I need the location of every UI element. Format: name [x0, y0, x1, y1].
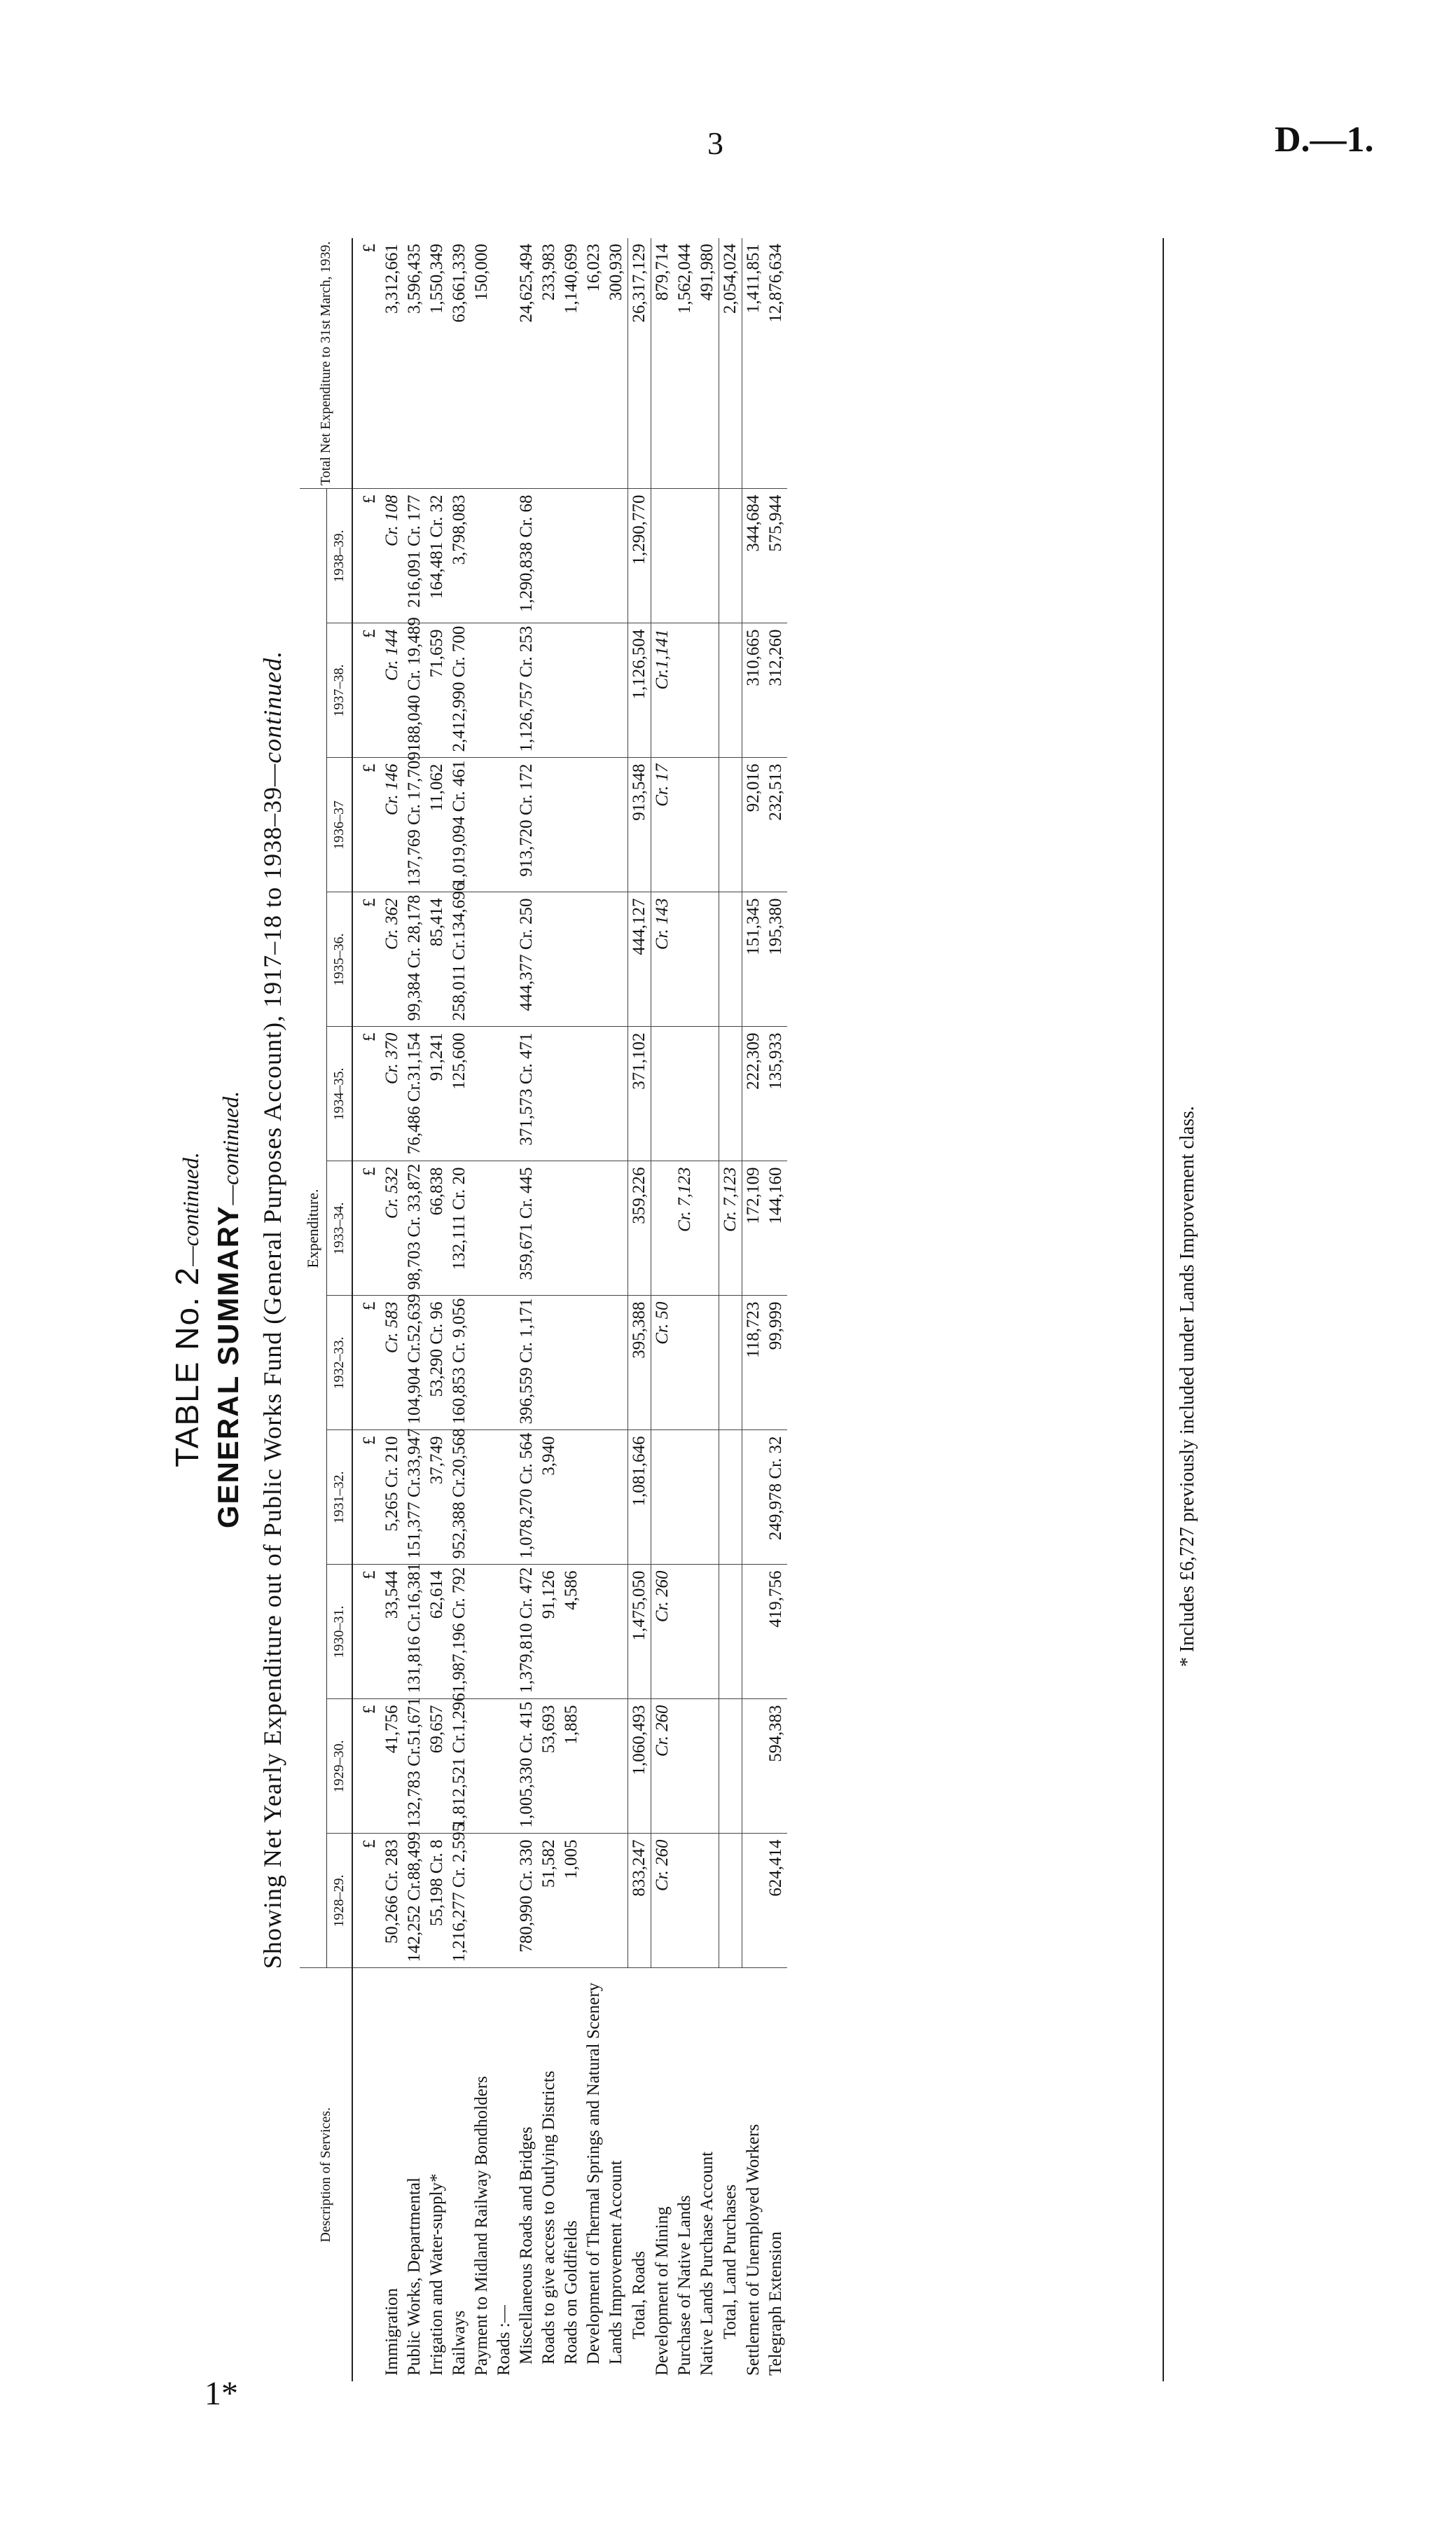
table-body: [352, 238, 787, 2381]
table-row: [381, 238, 403, 2381]
header-year: 1932–33.: [327, 1296, 353, 1430]
expenditure-cell: 1,060,493: [628, 1699, 651, 1834]
total-cell: 24,625,494: [515, 238, 538, 489]
expenditure-cell: [471, 1834, 493, 1968]
expenditure-cell: 913,548: [628, 758, 651, 892]
expenditure-cell: 1,987,196 Cr. 792: [448, 1565, 471, 1699]
table-row: [560, 238, 583, 2381]
expenditure-cell: 395,388: [628, 1296, 651, 1430]
expenditure-cell: [471, 623, 493, 758]
expenditure-cell: [742, 1834, 765, 1968]
expenditure-cell: 575,944: [765, 489, 787, 623]
expenditure-cell: 91,126: [538, 1565, 560, 1699]
expenditure-cell: Cr. 260: [651, 1565, 674, 1699]
expenditure-cell: 41,756: [381, 1699, 403, 1834]
expenditure-cell: [742, 1699, 765, 1834]
total-cell: 300,930: [605, 238, 628, 489]
expenditure-cell: [696, 623, 719, 758]
expenditure-table: [300, 238, 787, 2381]
expenditure-cell: [471, 892, 493, 1027]
expenditure-cell: 1,379,810 Cr. 472: [515, 1565, 538, 1699]
expenditure-cell: [538, 1296, 560, 1430]
table-row: [719, 238, 742, 2381]
table-row: [674, 238, 696, 2381]
header-year: 1929–30.: [327, 1699, 353, 1834]
expenditure-cell: 624,414: [765, 1834, 787, 1968]
expenditure-cell: [696, 1565, 719, 1699]
expenditure-cell: [742, 1430, 765, 1565]
expenditure-cell: [493, 1430, 515, 1565]
expenditure-cell: [583, 892, 605, 1027]
row-label: Settlement of Unemployed Workers: [743, 2124, 763, 2376]
expenditure-cell: Cr. 260: [651, 1699, 674, 1834]
total-cell: 2,054,024: [719, 238, 742, 489]
expenditure-cell: [719, 623, 742, 758]
unit-cell: £: [352, 489, 381, 623]
expenditure-cell: Cr. 532: [381, 1161, 403, 1296]
total-cell: 3,312,661: [381, 238, 403, 489]
unit-cell: £: [352, 1027, 381, 1161]
expenditure-cell: 132,111 Cr. 20: [448, 1161, 471, 1296]
table-row: [493, 238, 515, 2381]
expenditure-cell: 195,380: [765, 892, 787, 1027]
expenditure-cell: Cr. 144: [381, 623, 403, 758]
expenditure-cell: 51,582: [538, 1834, 560, 1968]
expenditure-cell: [651, 1430, 674, 1565]
table-caption-main: Showing Net Yearly Expenditure out of Public Works Fund (General Purposes Account), 1917–18 to 1938–39: [258, 786, 286, 1969]
expenditure-cell: 1,126,757 Cr. 253: [515, 623, 538, 758]
total-cell: 16,023: [583, 238, 605, 489]
expenditure-cell: [493, 623, 515, 758]
expenditure-cell: 344,684: [742, 489, 765, 623]
expenditure-cell: 188,040 Cr. 19,489: [403, 623, 426, 758]
expenditure-cell: 99,999: [765, 1296, 787, 1430]
expenditure-cell: [560, 1027, 583, 1161]
expenditure-cell: [719, 1699, 742, 1834]
expenditure-cell: 11,062: [426, 758, 448, 892]
expenditure-cell: 1,812,521 Cr.1,296: [448, 1699, 471, 1834]
expenditure-cell: 135,933: [765, 1027, 787, 1161]
expenditure-cell: [605, 892, 628, 1027]
expenditure-cell: 444,127: [628, 892, 651, 1027]
table-caption-suffix: —continued.: [258, 650, 286, 787]
table-row: [628, 238, 651, 2381]
table-row: [696, 238, 719, 2381]
expenditure-cell: [719, 1430, 742, 1565]
row-label: Irrigation and Water-supply*: [427, 2173, 446, 2376]
expenditure-cell: [696, 489, 719, 623]
units-row: [352, 238, 381, 2381]
header-year: 1938–39.: [327, 489, 353, 623]
expenditure-cell: 99,384 Cr. 28,178: [403, 892, 426, 1027]
expenditure-cell: 222,309: [742, 1027, 765, 1161]
total-cell: 150,000: [471, 238, 493, 489]
expenditure-cell: 142,252 Cr.88,499: [403, 1834, 426, 1968]
expenditure-cell: [696, 1027, 719, 1161]
row-label: Native Lands Purchase Account: [698, 2151, 716, 2376]
expenditure-cell: [538, 623, 560, 758]
expenditure-cell: [560, 892, 583, 1027]
unit-cell: £: [352, 1834, 381, 1968]
total-cell: 1,140,699: [560, 238, 583, 489]
expenditure-cell: [493, 758, 515, 892]
expenditure-cell: [583, 1699, 605, 1834]
header-year: 1937–38.: [327, 623, 353, 758]
expenditure-cell: 55,198 Cr. 8: [426, 1834, 448, 1968]
expenditure-cell: [674, 623, 696, 758]
expenditure-cell: [742, 1565, 765, 1699]
expenditure-cell: 1,005: [560, 1834, 583, 1968]
expenditure-cell: [538, 1027, 560, 1161]
expenditure-cell: 4,586: [560, 1565, 583, 1699]
expenditure-cell: [471, 1430, 493, 1565]
expenditure-cell: Cr. 362: [381, 892, 403, 1027]
expenditure-cell: 104,904 Cr.52,639: [403, 1296, 426, 1430]
expenditure-cell: [583, 758, 605, 892]
expenditure-cell: 151,377 Cr.33,947: [403, 1430, 426, 1565]
expenditure-cell: 1,081,646: [628, 1430, 651, 1565]
expenditure-cell: [719, 1027, 742, 1161]
expenditure-cell: [674, 1834, 696, 1968]
expenditure-cell: [674, 1430, 696, 1565]
expenditure-cell: [493, 489, 515, 623]
expenditure-cell: [719, 758, 742, 892]
expenditure-cell: 1,885: [560, 1699, 583, 1834]
table-subtitle-main: GENERAL SUMMARY: [212, 1205, 244, 1529]
expenditure-cell: 131,816 Cr.16,381: [403, 1565, 426, 1699]
expenditure-cell: Cr. 7,123: [719, 1161, 742, 1296]
expenditure-cell: 69,657: [426, 1699, 448, 1834]
expenditure-cell: [719, 1296, 742, 1430]
expenditure-cell: [651, 1027, 674, 1161]
table-row: [471, 238, 493, 2381]
expenditure-cell: 151,345: [742, 892, 765, 1027]
expenditure-cell: 37,749: [426, 1430, 448, 1565]
header-expenditure: Expenditure.: [300, 489, 327, 1968]
expenditure-cell: Cr. 50: [651, 1296, 674, 1430]
expenditure-cell: [493, 1161, 515, 1296]
expenditure-cell: [719, 1834, 742, 1968]
expenditure-cell: [471, 1027, 493, 1161]
header-year: 1931–32.: [327, 1430, 353, 1565]
total-cell: 1,550,349: [426, 238, 448, 489]
header-row-group: [300, 238, 327, 2381]
sheet-signature: 1*: [204, 2375, 238, 2412]
expenditure-cell: [493, 892, 515, 1027]
unit-cell: £: [352, 1430, 381, 1565]
expenditure-cell: 160,853 Cr. 9,056: [448, 1296, 471, 1430]
expenditure-cell: 5,265 Cr. 210: [381, 1430, 403, 1565]
expenditure-cell: [583, 1834, 605, 1968]
expenditure-cell: 1,019,094 Cr. 461: [448, 758, 471, 892]
expenditure-cell: 913,720 Cr. 172: [515, 758, 538, 892]
expenditure-cell: 952,388 Cr.20,568: [448, 1430, 471, 1565]
row-label: Development of Mining: [652, 2206, 672, 2376]
header-total: Total Net Expenditure to 31st March, 1939.: [300, 238, 352, 489]
expenditure-cell: Cr. 7,123: [674, 1161, 696, 1296]
expenditure-cell: 371,102: [628, 1027, 651, 1161]
row-label: Roads :—: [494, 2305, 513, 2376]
expenditure-cell: [493, 1834, 515, 1968]
expenditure-cell: [471, 1296, 493, 1430]
expenditure-cell: [696, 1430, 719, 1565]
unit-cell: £: [352, 1161, 381, 1296]
header-year: 1935–36.: [327, 892, 353, 1027]
expenditure-cell: [583, 1161, 605, 1296]
total-cell: 491,980: [696, 238, 719, 489]
table-row: [403, 238, 426, 2381]
header-year: 1936–37: [327, 758, 353, 892]
expenditure-cell: Cr. 260: [651, 1834, 674, 1968]
expenditure-cell: [605, 489, 628, 623]
expenditure-cell: [493, 1699, 515, 1834]
expenditure-cell: [471, 1699, 493, 1834]
expenditure-cell: [560, 1430, 583, 1565]
table-row: [448, 238, 471, 2381]
expenditure-cell: 71,659: [426, 623, 448, 758]
expenditure-cell: Cr. 146: [381, 758, 403, 892]
row-label: Railways: [450, 2310, 469, 2376]
expenditure-cell: [674, 892, 696, 1027]
expenditure-cell: 164,481 Cr. 32: [426, 489, 448, 623]
expenditure-cell: Cr. 143: [651, 892, 674, 1027]
expenditure-cell: Cr. 370: [381, 1027, 403, 1161]
total-cell: 233,983: [538, 238, 560, 489]
expenditure-cell: 66,838: [426, 1161, 448, 1296]
expenditure-cell: 53,693: [538, 1699, 560, 1834]
table-subtitle-suffix: —continued.: [218, 1090, 243, 1205]
table-row: [765, 238, 787, 2381]
expenditure-cell: 310,665: [742, 623, 765, 758]
total-cell: 26,317,129: [628, 238, 651, 489]
table-title-main: TABLE No. 2: [169, 1266, 205, 1467]
expenditure-cell: 359,226: [628, 1161, 651, 1296]
expenditure-cell: [719, 489, 742, 623]
row-label: Lands Improvement Account: [606, 2160, 625, 2364]
unit-cell: £: [352, 758, 381, 892]
row-label: Roads to give access to Outlying Districts: [539, 2070, 558, 2364]
row-label: Development of Thermal Springs and Natural Scenery: [584, 1982, 603, 2364]
row-label: Total, Land Purchases: [720, 2184, 740, 2339]
expenditure-cell: 132,783 Cr.51,671: [403, 1699, 426, 1834]
expenditure-cell: [605, 1565, 628, 1699]
expenditure-cell: [471, 1565, 493, 1699]
expenditure-cell: 98,703 Cr. 33,872: [403, 1161, 426, 1296]
expenditure-cell: [674, 1565, 696, 1699]
expenditure-cell: [538, 758, 560, 892]
total-cell: 3,596,435: [403, 238, 426, 489]
row-label: Roads on Goldfields: [562, 2220, 581, 2364]
expenditure-cell: 780,990 Cr. 330: [515, 1834, 538, 1968]
expenditure-cell: [605, 1296, 628, 1430]
expenditure-cell: 137,769 Cr. 17,709: [403, 758, 426, 892]
table-subtitle: [212, 210, 245, 2409]
expenditure-cell: [605, 623, 628, 758]
footnote: * Includes £6,727 previously included under Lands Improvement class.: [1177, 1106, 1198, 1667]
expenditure-cell: 118,723: [742, 1296, 765, 1430]
expenditure-cell: 144,160: [765, 1161, 787, 1296]
table-title: [168, 210, 206, 2409]
expenditure-cell: [696, 892, 719, 1027]
expenditure-cell: 833,247: [628, 1834, 651, 1968]
expenditure-cell: 3,798,083: [448, 489, 471, 623]
row-label: Purchase of Native Lands: [675, 2195, 694, 2376]
rotated-table-page: [168, 210, 1324, 2409]
expenditure-cell: [605, 1027, 628, 1161]
table-row: [583, 238, 605, 2381]
expenditure-cell: 85,414: [426, 892, 448, 1027]
total-cell: 1,411,851: [742, 238, 765, 489]
table-row: [538, 238, 560, 2381]
expenditure-cell: [719, 1565, 742, 1699]
expenditure-cell: 1,216,277 Cr. 2,595: [448, 1834, 471, 1968]
expenditure-cell: [560, 758, 583, 892]
unit-cell: £: [352, 238, 381, 489]
units-spacer: [352, 1968, 381, 2381]
expenditure-cell: [696, 1834, 719, 1968]
expenditure-cell: [605, 1161, 628, 1296]
expenditure-cell: Cr. 583: [381, 1296, 403, 1430]
table-bottom-rule: [1163, 238, 1164, 2381]
expenditure-cell: 172,109: [742, 1161, 765, 1296]
expenditure-cell: 62,614: [426, 1565, 448, 1699]
row-label: Miscellaneous Roads and Bridges: [517, 2126, 536, 2364]
expenditure-cell: [605, 1834, 628, 1968]
expenditure-cell: 258,011 Cr.134,696: [448, 892, 471, 1027]
table-row: [515, 238, 538, 2381]
expenditure-cell: [583, 1430, 605, 1565]
header-year: 1934–35.: [327, 1027, 353, 1161]
unit-cell: £: [352, 623, 381, 758]
expenditure-cell: [696, 1161, 719, 1296]
expenditure-cell: [651, 1161, 674, 1296]
expenditure-cell: [560, 623, 583, 758]
table-caption: [258, 210, 287, 2409]
expenditure-cell: 2,412,990 Cr. 700: [448, 623, 471, 758]
expenditure-cell: Cr.1,141: [651, 623, 674, 758]
expenditure-cell: [583, 1296, 605, 1430]
expenditure-cell: 216,091 Cr. 177: [403, 489, 426, 623]
expenditure-cell: 594,383: [765, 1699, 787, 1834]
expenditure-cell: 1,290,838 Cr. 68: [515, 489, 538, 623]
expenditure-cell: [493, 1565, 515, 1699]
table-row: [605, 238, 628, 2381]
expenditure-cell: 3,940: [538, 1430, 560, 1565]
expenditure-cell: [471, 489, 493, 623]
expenditure-cell: 232,513: [765, 758, 787, 892]
table-title-suffix: —continued.: [178, 1152, 203, 1266]
row-label: Telegraph Extension: [766, 2231, 785, 2376]
expenditure-cell: [696, 1296, 719, 1430]
expenditure-cell: Cr. 17: [651, 758, 674, 892]
expenditure-cell: [560, 1296, 583, 1430]
expenditure-cell: [538, 1161, 560, 1296]
expenditure-cell: [560, 1161, 583, 1296]
expenditure-cell: [674, 1296, 696, 1430]
expenditure-cell: 249,978 Cr. 32: [765, 1430, 787, 1565]
expenditure-cell: [674, 1699, 696, 1834]
row-label: Public Works, Departmental: [405, 2177, 424, 2376]
expenditure-cell: 53,290 Cr. 96: [426, 1296, 448, 1430]
expenditure-cell: [583, 489, 605, 623]
total-cell: [493, 238, 515, 489]
expenditure-cell: [583, 623, 605, 758]
total-cell: 1,562,044: [674, 238, 696, 489]
expenditure-cell: 396,559 Cr. 1,171: [515, 1296, 538, 1430]
expenditure-cell: 91,241: [426, 1027, 448, 1161]
expenditure-cell: [471, 1161, 493, 1296]
expenditure-cell: [674, 489, 696, 623]
table-row: [426, 238, 448, 2381]
header-year: 1933–34.: [327, 1161, 353, 1296]
expenditure-cell: [674, 758, 696, 892]
expenditure-cell: Cr. 108: [381, 489, 403, 623]
header-year: 1930–31.: [327, 1565, 353, 1699]
expenditure-cell: 76,486 Cr.31,154: [403, 1027, 426, 1161]
expenditure-cell: 1,005,330 Cr. 415: [515, 1699, 538, 1834]
expenditure-cell: 444,377 Cr. 250: [515, 892, 538, 1027]
expenditure-cell: 1,078,270 Cr. 564: [515, 1430, 538, 1565]
expenditure-cell: [696, 1699, 719, 1834]
expenditure-cell: [719, 892, 742, 1027]
row-label: Payment to Midland Railway Bondholders: [472, 2076, 491, 2376]
expenditure-cell: [538, 489, 560, 623]
expenditure-cell: 1,290,770: [628, 489, 651, 623]
expenditure-cell: 125,600: [448, 1027, 471, 1161]
expenditure-cell: [471, 758, 493, 892]
expenditure-cell: [583, 1565, 605, 1699]
expenditure-cell: 359,671 Cr. 445: [515, 1161, 538, 1296]
expenditure-cell: 1,126,504: [628, 623, 651, 758]
row-label: Total, Roads: [629, 2250, 649, 2339]
expenditure-cell: [605, 1699, 628, 1834]
total-cell: 12,876,634: [765, 238, 787, 489]
table-row: [651, 238, 674, 2381]
expenditure-cell: [583, 1027, 605, 1161]
unit-cell: £: [352, 1699, 381, 1834]
row-label: Immigration: [382, 2288, 401, 2376]
unit-cell: £: [352, 1565, 381, 1699]
page-number: 3: [707, 125, 723, 161]
header-year: 1928–29.: [327, 1834, 353, 1968]
unit-cell: £: [352, 1296, 381, 1430]
expenditure-cell: 50,266 Cr. 283: [381, 1834, 403, 1968]
total-cell: 879,714: [651, 238, 674, 489]
header-description: Description of Services.: [300, 1968, 352, 2381]
expenditure-cell: [651, 489, 674, 623]
expenditure-cell: [605, 1430, 628, 1565]
expenditure-cell: 312,260: [765, 623, 787, 758]
unit-cell: £: [352, 892, 381, 1027]
expenditure-cell: [538, 892, 560, 1027]
expenditure-cell: 33,544: [381, 1565, 403, 1699]
document-reference: D.—1.: [1275, 120, 1374, 160]
expenditure-cell: 92,016: [742, 758, 765, 892]
expenditure-cell: [560, 489, 583, 623]
expenditure-cell: [696, 758, 719, 892]
total-cell: 63,661,339: [448, 238, 471, 489]
expenditure-cell: 371,573 Cr. 471: [515, 1027, 538, 1161]
expenditure-cell: [493, 1296, 515, 1430]
expenditure-cell: 419,756: [765, 1565, 787, 1699]
expenditure-cell: [674, 1027, 696, 1161]
table-row: [742, 238, 765, 2381]
expenditure-cell: 1,475,050: [628, 1565, 651, 1699]
expenditure-cell: [605, 758, 628, 892]
expenditure-cell: [493, 1027, 515, 1161]
